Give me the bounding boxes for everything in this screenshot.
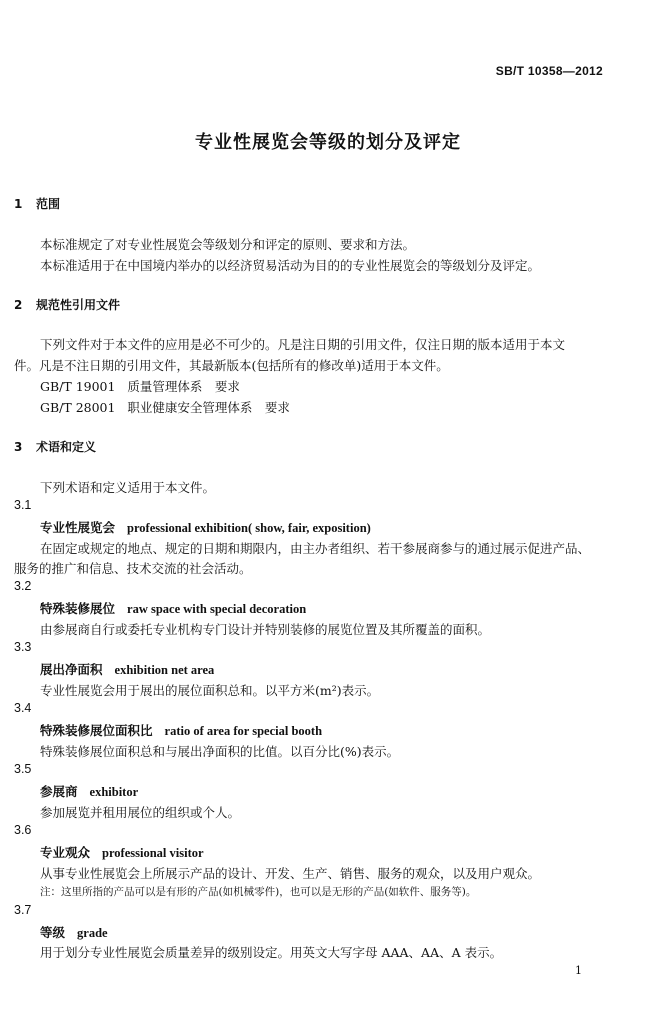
term-definition: 特殊装修展位面积总和与展出净面积的比值。以百分比(%)表示。: [40, 744, 400, 759]
clause-number: 3.4: [14, 701, 32, 715]
paragraph: 下列术语和定义适用于本文件。: [40, 480, 216, 495]
term-cn: 特殊装修展位面积比: [40, 723, 153, 738]
paragraph: 本标准适用于在中国境内举办的以经济贸易活动为目的的专业性展览会的等级划分及评定。: [40, 258, 541, 273]
clause-number: 3.7: [14, 903, 32, 917]
clause-number: 3.6: [14, 823, 32, 837]
paragraph: 本标准规定了对专业性展览会等级划分和评定的原则、要求和方法。: [40, 237, 416, 252]
section-1-heading: [14, 195, 60, 212]
normative-reference: [40, 376, 240, 397]
paragraph-continuation: 件。凡是不注日期的引用文件，其最新版本(包括所有的修改单)适用于本文件。: [14, 358, 449, 373]
term-en: exhibition net area: [114, 663, 215, 677]
term-en: professional visitor: [102, 846, 204, 860]
term-en: ratio of area for special booth: [164, 724, 323, 738]
term-en: raw space with special decoration: [127, 602, 307, 616]
term-cn: 等级: [40, 925, 66, 940]
section-title: 范围: [36, 197, 61, 211]
term-entry: [40, 843, 204, 861]
reference-name: 职业健康安全管理体系 要求: [127, 400, 290, 415]
term-entry: [40, 923, 108, 941]
section-2-heading: [14, 296, 120, 313]
normative-reference: [40, 397, 290, 418]
term-definition: 在固定或规定的地点、规定的日期和期限内，由主办者组织、若干参展商参与的通过展示促进产品、: [40, 541, 591, 556]
term-entry: [40, 660, 214, 678]
term-entry: [40, 782, 138, 800]
note: 注：这里所指的产品可以是有形的产品(如机械零件)，也可以是无形的产品(如软件、服务等)。: [40, 886, 477, 898]
clause-number: 3.5: [14, 762, 32, 776]
section-number: 3: [14, 440, 23, 454]
term-definition: 由参展商自行或委托专业机构专门设计并特别装修的展览位置及其所覆盖的面积。: [40, 622, 491, 637]
standard-code: SB/T 10358—2012: [495, 64, 603, 78]
term-entry: [40, 599, 306, 617]
term-cn: 展出净面积: [40, 662, 103, 677]
term-definition: 用于划分专业性展览会质量差异的级别设定。用英文大写字母 AAA、AA、A 表示。: [40, 945, 503, 960]
reference-code: GB/T 28001: [40, 400, 116, 415]
reference-name: 质量管理体系 要求: [127, 379, 240, 394]
term-definition-continuation: 服务的推广和信息、技术交流的社会活动。: [14, 561, 252, 576]
section-3-heading: [14, 438, 96, 455]
clause-number: 3.1: [14, 498, 32, 512]
document-title: 专业性展览会等级的划分及评定: [195, 132, 461, 153]
clause-number: 3.2: [14, 579, 32, 593]
term-cn: 参展商: [40, 784, 78, 799]
term-definition: 参加展览并租用展位的组织或个人。: [40, 805, 241, 820]
section-title: 规范性引用文件: [36, 298, 121, 312]
term-cn: 专业性展览会: [40, 520, 116, 535]
reference-code: GB/T 19001: [40, 379, 116, 394]
paragraph: 下列文件对于本文件的应用是必不可少的。凡是注日期的引用文件，仅注日期的版本适用于本文: [40, 337, 566, 352]
term-en: exhibitor: [89, 785, 139, 799]
clause-number: 3.3: [14, 640, 32, 654]
term-entry: [40, 721, 322, 739]
term-en: grade: [77, 926, 108, 940]
section-number: 1: [14, 197, 23, 211]
section-title: 术语和定义: [36, 440, 97, 454]
page-number: 1: [575, 964, 582, 977]
term-en: professional exhibition( show, fair, exposition): [127, 521, 371, 535]
term-cn: 专业观众: [40, 845, 91, 860]
term-definition: 专业性展览会用于展出的展位面积总和。以平方米(m²)表示。: [40, 683, 380, 698]
term-definition: 从事专业性展览会上所展示产品的设计、开发、生产、销售、服务的观众，以及用户观众。: [40, 866, 541, 881]
section-number: 2: [14, 298, 23, 312]
term-cn: 特殊装修展位: [40, 601, 116, 616]
term-entry: [40, 518, 371, 536]
